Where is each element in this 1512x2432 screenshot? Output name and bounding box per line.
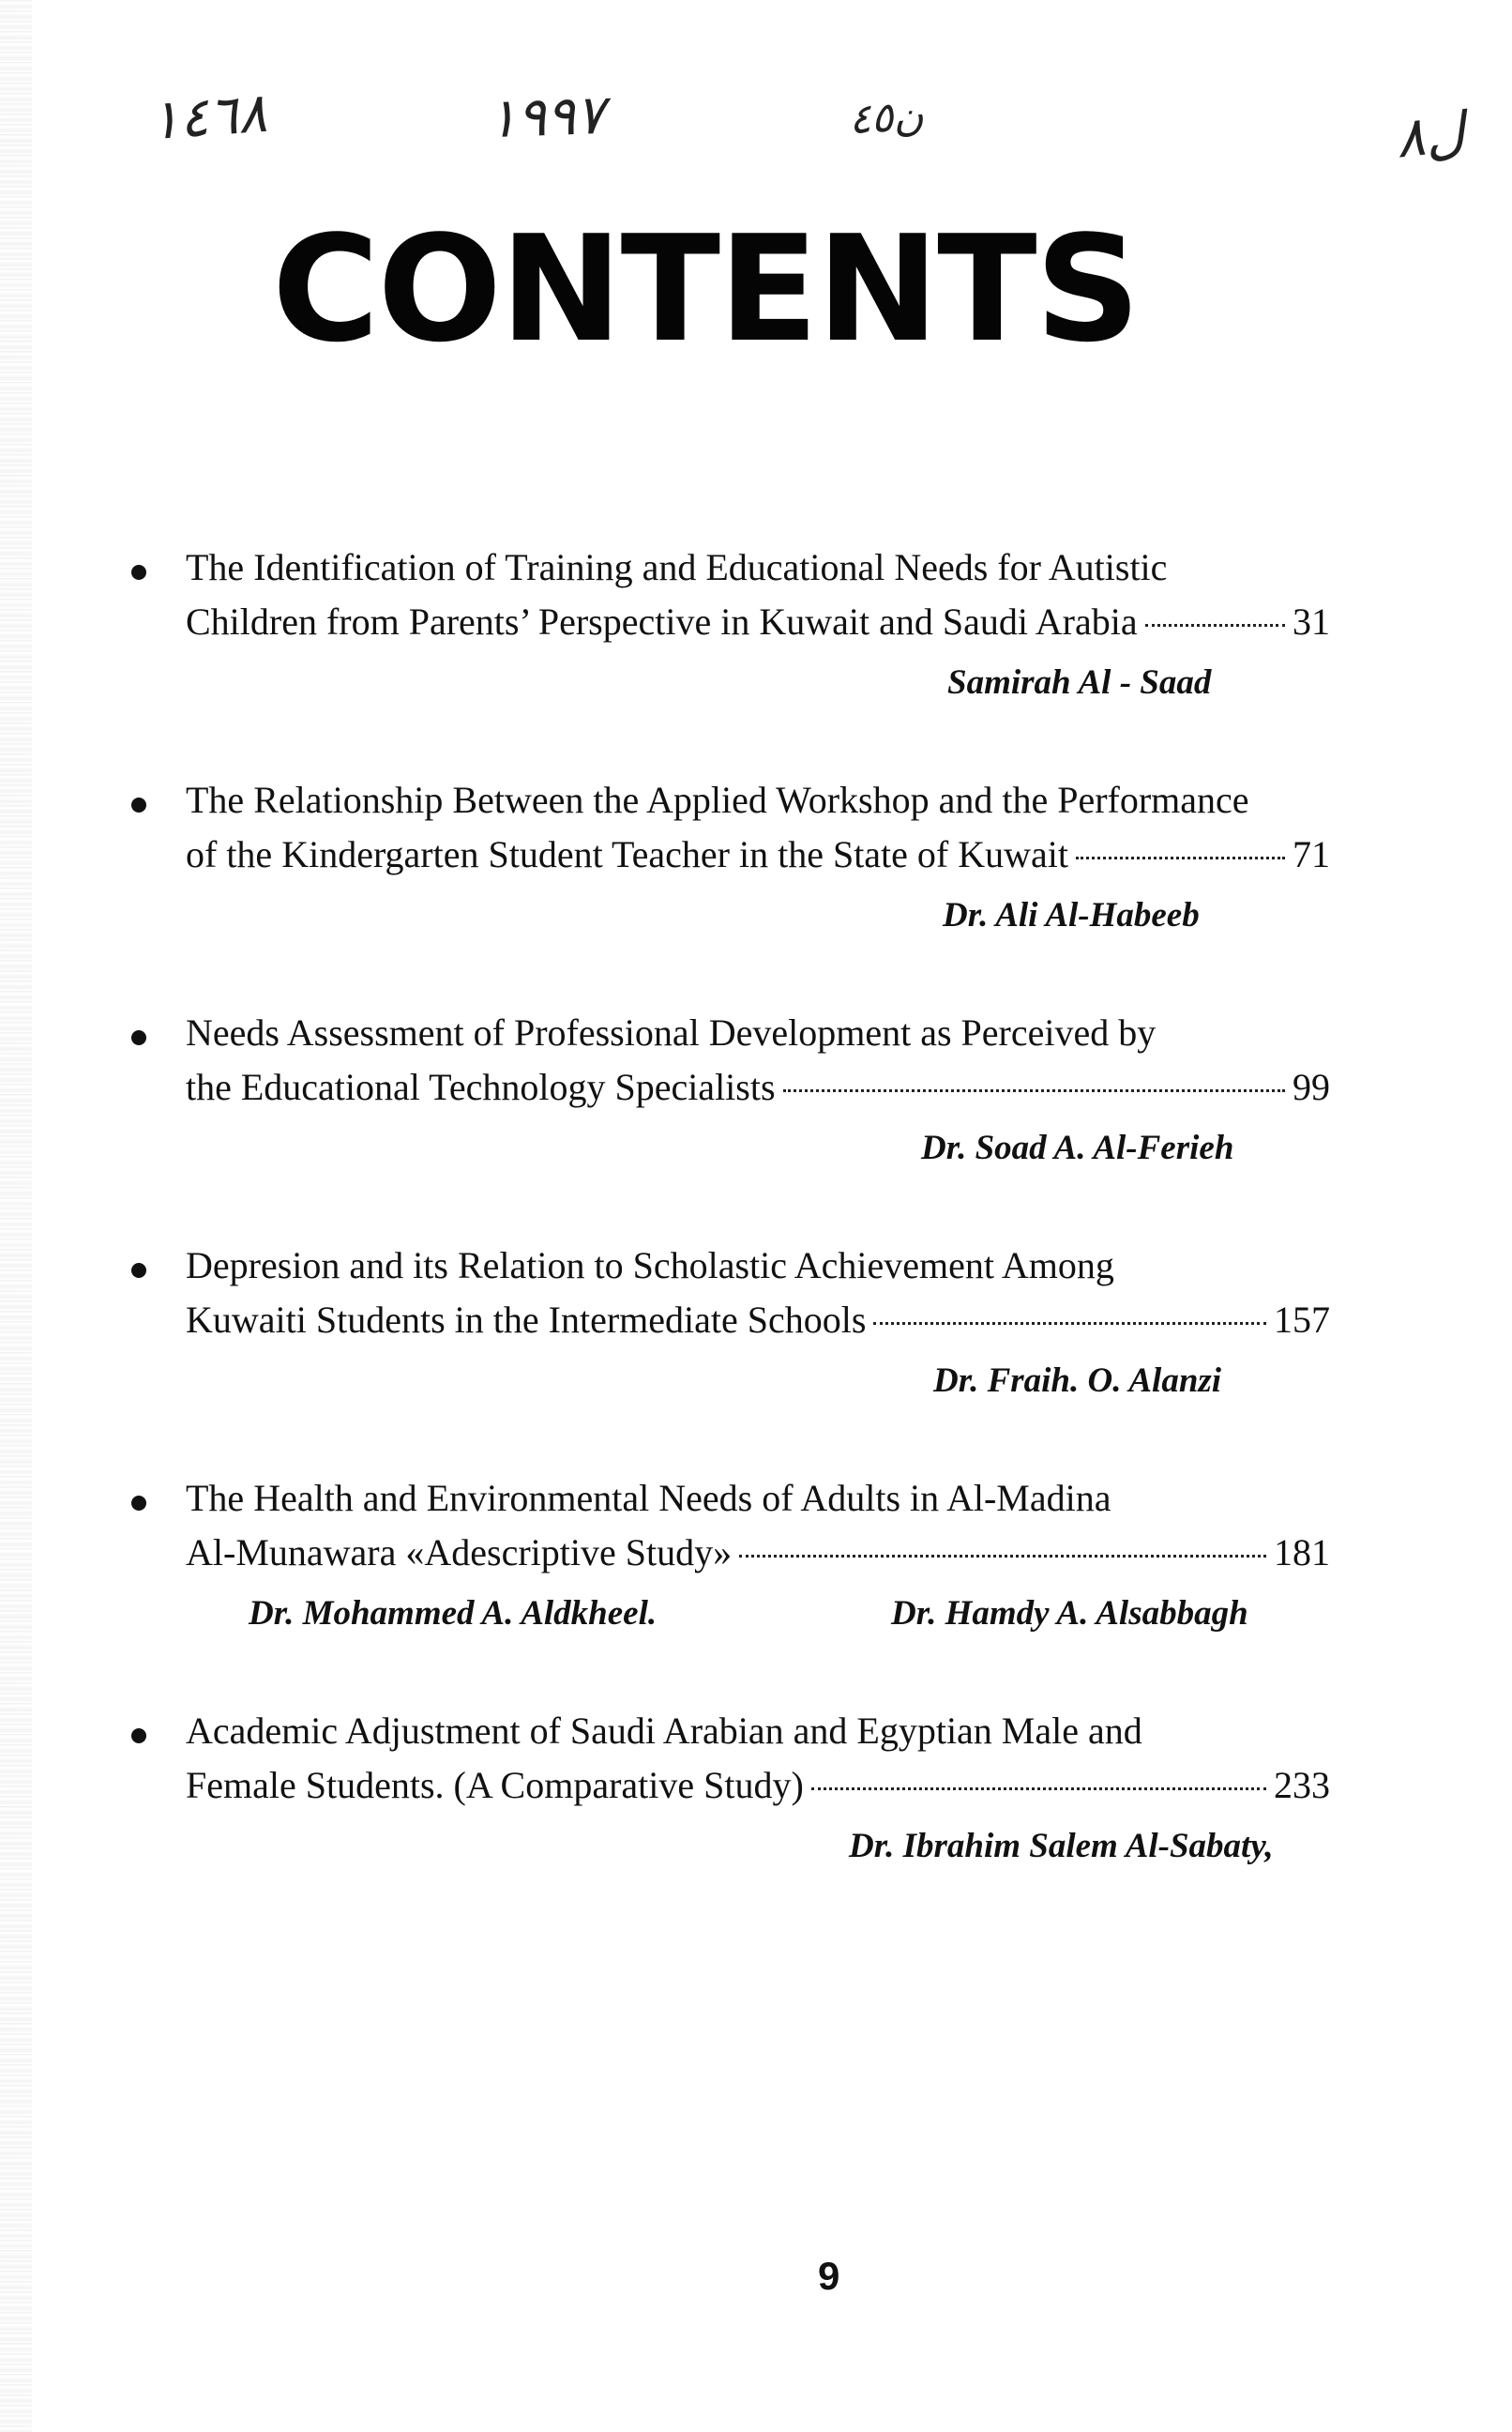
- entry-page-number: 157: [1274, 1299, 1330, 1341]
- contents-entry: [0, 1242, 1512, 1475]
- entry-title-line-with-page: [186, 1064, 1330, 1111]
- page-number: 9: [818, 2254, 840, 2298]
- contents-entry: [0, 1010, 1512, 1242]
- entry-title-line-with-page: [186, 1762, 1330, 1809]
- contents-entry: [0, 777, 1512, 1010]
- entry-title-line: Academic Adjustment of Saudi Arabian and Egyptian Male and: [186, 1710, 1142, 1752]
- bullet-icon: [131, 1496, 146, 1511]
- entry-title-line: Female Students. (A Comparative Study): [186, 1764, 804, 1806]
- entry-title-line: Children from Parents’ Perspective in Kuwait and Saudi Arabia: [186, 600, 1138, 643]
- entry-title-line-with-page: [186, 1297, 1330, 1344]
- bullet-icon: [131, 1728, 146, 1743]
- entry-title-line: The Relationship Between the Applied Workshop and the Performance: [186, 779, 1249, 821]
- entry-title-line: of the Kindergarten Student Teacher in the State of Kuwait: [186, 833, 1068, 875]
- entry-author: Dr. Ali Al-Habeeb: [943, 896, 1200, 935]
- entry-author: Dr. Hamdy A. Alsabbagh: [891, 1594, 1248, 1633]
- handwritten-note: ل٨: [1392, 99, 1468, 171]
- entry-title-line-with-page: [186, 599, 1330, 646]
- dot-leader: [1145, 624, 1285, 627]
- entry-author: Dr. Fraih. O. Alanzi: [933, 1361, 1222, 1400]
- handwritten-note: ١٤٦٨: [147, 80, 269, 153]
- handwritten-note: ن٤٥: [847, 91, 925, 144]
- entry-author: Dr. Soad A. Al-Ferieh: [921, 1129, 1234, 1167]
- bullet-icon: [131, 565, 146, 580]
- page-title: CONTENTS: [272, 204, 1139, 374]
- bullet-icon: [131, 1030, 146, 1045]
- contents-entry: [0, 544, 1512, 777]
- entry-title-line-with-page: [186, 1529, 1330, 1576]
- entry-page-number: 233: [1274, 1764, 1330, 1806]
- entry-title-line: The Identification of Training and Educational Needs for Autistic: [186, 546, 1168, 588]
- entry-title-line: The Health and Environmental Needs of Adults in Al-Madina: [186, 1477, 1111, 1519]
- entry-title-line: the Educational Technology Specialists: [186, 1066, 776, 1108]
- dot-leader: [873, 1322, 1266, 1325]
- entry-author: Samirah Al - Saad: [947, 663, 1212, 702]
- entry-author: Dr. Ibrahim Salem Al-Sabaty,: [849, 1827, 1274, 1865]
- dot-leader: [739, 1555, 1266, 1558]
- bullet-icon: [131, 798, 146, 813]
- entry-title-line: Depresion and its Relation to Scholastic Achievement Among: [186, 1244, 1114, 1286]
- entry-page-number: 31: [1293, 600, 1330, 643]
- entry-page-number: 99: [1293, 1066, 1330, 1108]
- bullet-icon: [131, 1263, 146, 1278]
- entry-page-number: 71: [1293, 833, 1330, 875]
- entry-title-line: Al-Munawara «Adescriptive Study»: [186, 1531, 733, 1573]
- contents-list: [0, 544, 1512, 1940]
- dot-leader: [1076, 857, 1285, 859]
- dot-leader: [783, 1089, 1285, 1092]
- dot-leader: [811, 1787, 1266, 1790]
- handwritten-note: ١٩٩٧: [486, 82, 606, 151]
- entry-title-line-with-page: [186, 831, 1330, 878]
- entry-author: Dr. Mohammed A. Aldkheel.: [249, 1594, 658, 1633]
- contents-entry: [0, 1708, 1512, 1940]
- entry-title-line: Kuwaiti Students in the Intermediate Schools: [186, 1299, 867, 1341]
- entry-page-number: 181: [1274, 1531, 1330, 1573]
- entry-title-line: Needs Assessment of Professional Development as Perceived by: [186, 1011, 1157, 1054]
- contents-entry: [0, 1475, 1512, 1708]
